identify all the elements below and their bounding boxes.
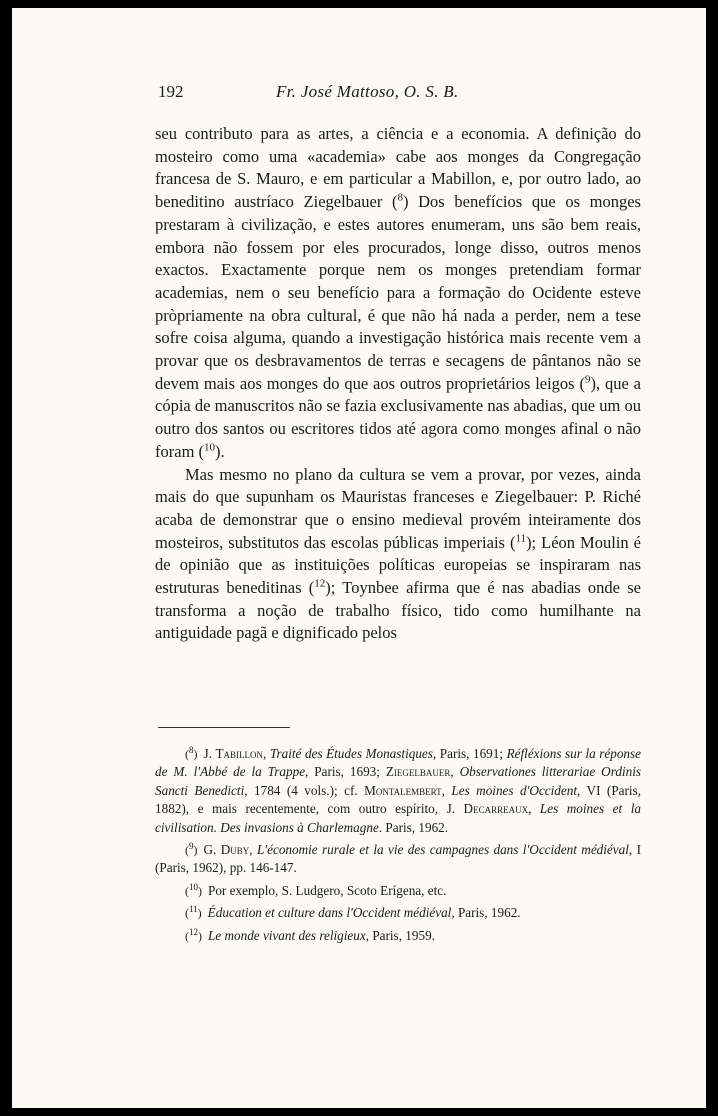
footnote-ref-8: 8 (397, 191, 403, 204)
text-span: Mas mesmo no plano da cultura se vem a provar, por vezes, ainda mais do que supunham os Mauristas franceses e Ziegelbauer: P. Riché acaba de demonstrar que o ensino medieval provém inteiramente dos mosteiros, substitutos das escolas públicas imperiais ( (155, 464, 641, 552)
footnote-12: ($^{12}$) Le monde vivant des religieux, Paris, 1959. (185, 926, 435, 943)
footnote-ref-11: 11 (515, 532, 527, 545)
page-number: 192 (158, 82, 184, 101)
footnote-10: ($^{10}$) Por exemplo, S. Ludgero, Scoto Erígena, etc. (185, 881, 447, 898)
running-head: Fr. José Mattoso, O. S. B. (276, 82, 459, 101)
text-span: ), que a cópia de manuscritos não se fazia exclusivamente nas abadias, que um ou outro dos santos ou escritores tidos até agora como monges afinal o não foram ( (155, 373, 641, 461)
body-text (155, 123, 641, 645)
footnote-ref-10: 10 (204, 441, 216, 454)
page-header (158, 82, 538, 106)
paragraph-1 (155, 123, 641, 464)
footnote-11: ($^{11}$) Éducation et culture dans l'Occident médiéval, Paris, 1962. (185, 904, 521, 921)
footnote-marker: ($^{11}$) (185, 904, 202, 921)
footnote-ref-12: 12 (314, 577, 326, 590)
footnote-9: ($^9$) G. Duby, L'économie rurale et la vie des campagnes dans l'Occident médiéval, I (Paris, 1962), pp. 146-147. (155, 841, 641, 876)
footnotes (155, 741, 641, 945)
footnote-8: ($^8$) J. Tabillon, Traité des Études Monastiques, Paris, 1691; Réfléxions sur la réponse de M. l'Abbé de la Trappe, Paris, 1693; Ziegelbauer, Observationes litterariae Ordinis Sancti Benedicti, 1784 (4 vols.); cf. Montalembert, Les moines d'Occident, VI (Paris, 1882), e mais recentemente, com outro espírito, J. Decarreaux, Les moines et la civilisation. Des invasions à Charlemagne. Paris, 1962. (155, 745, 642, 835)
text-span: seu contributo para as artes, a ciência e a economia. A definição do mosteiro como uma «academia» cabe aos monges da Congregação francesa de S. Mauro, e em particular a Mabillon, e, por outro lado, ao beneditino austríaco Ziegelbauer ( (155, 124, 641, 212)
footnote-marker: ($^8$) (185, 745, 198, 761)
paragraph-2 (155, 464, 641, 646)
footnote-marker: ($^{12}$) (185, 926, 202, 943)
text-span: ) Dos benefícios que os monges prestaram à civilização, e estes autores enumeram, uns são bem reais, embora não fossem por eles procurados, longe disso, outros menos exactos. Exactamente porque nem os monges pretendiam formar academias, nem o seu benefício para a formação do Ocidente esteve pròpriamente na obra cultural, é que não há nada a perder, nem a tese sofre coisa alguma, quando a investigação histórica mais recente vem a provar que os desbravamentos de terras e secagens de pântanos não se devem mais aos monges do que aos outros proprietários leigos ( (155, 192, 641, 393)
text-span: ); Léon Moulin é de opinião que as instituições políticas europeias se inspiraram nas estruturas beneditinas ( (155, 532, 641, 598)
footnote-marker: ($^{10}$) (185, 881, 202, 898)
text-span: ); Toynbee afirma que é nas abadias onde se transforma a noção de trabalho físico, tido como humilhante na antiguidade pagã e dignificado pelos (155, 578, 641, 643)
footnote-ref-9: 9 (584, 373, 591, 386)
text-span: ). (215, 441, 225, 461)
footnote-marker: ($^9$) (185, 841, 198, 858)
footnote-rule (158, 727, 290, 728)
